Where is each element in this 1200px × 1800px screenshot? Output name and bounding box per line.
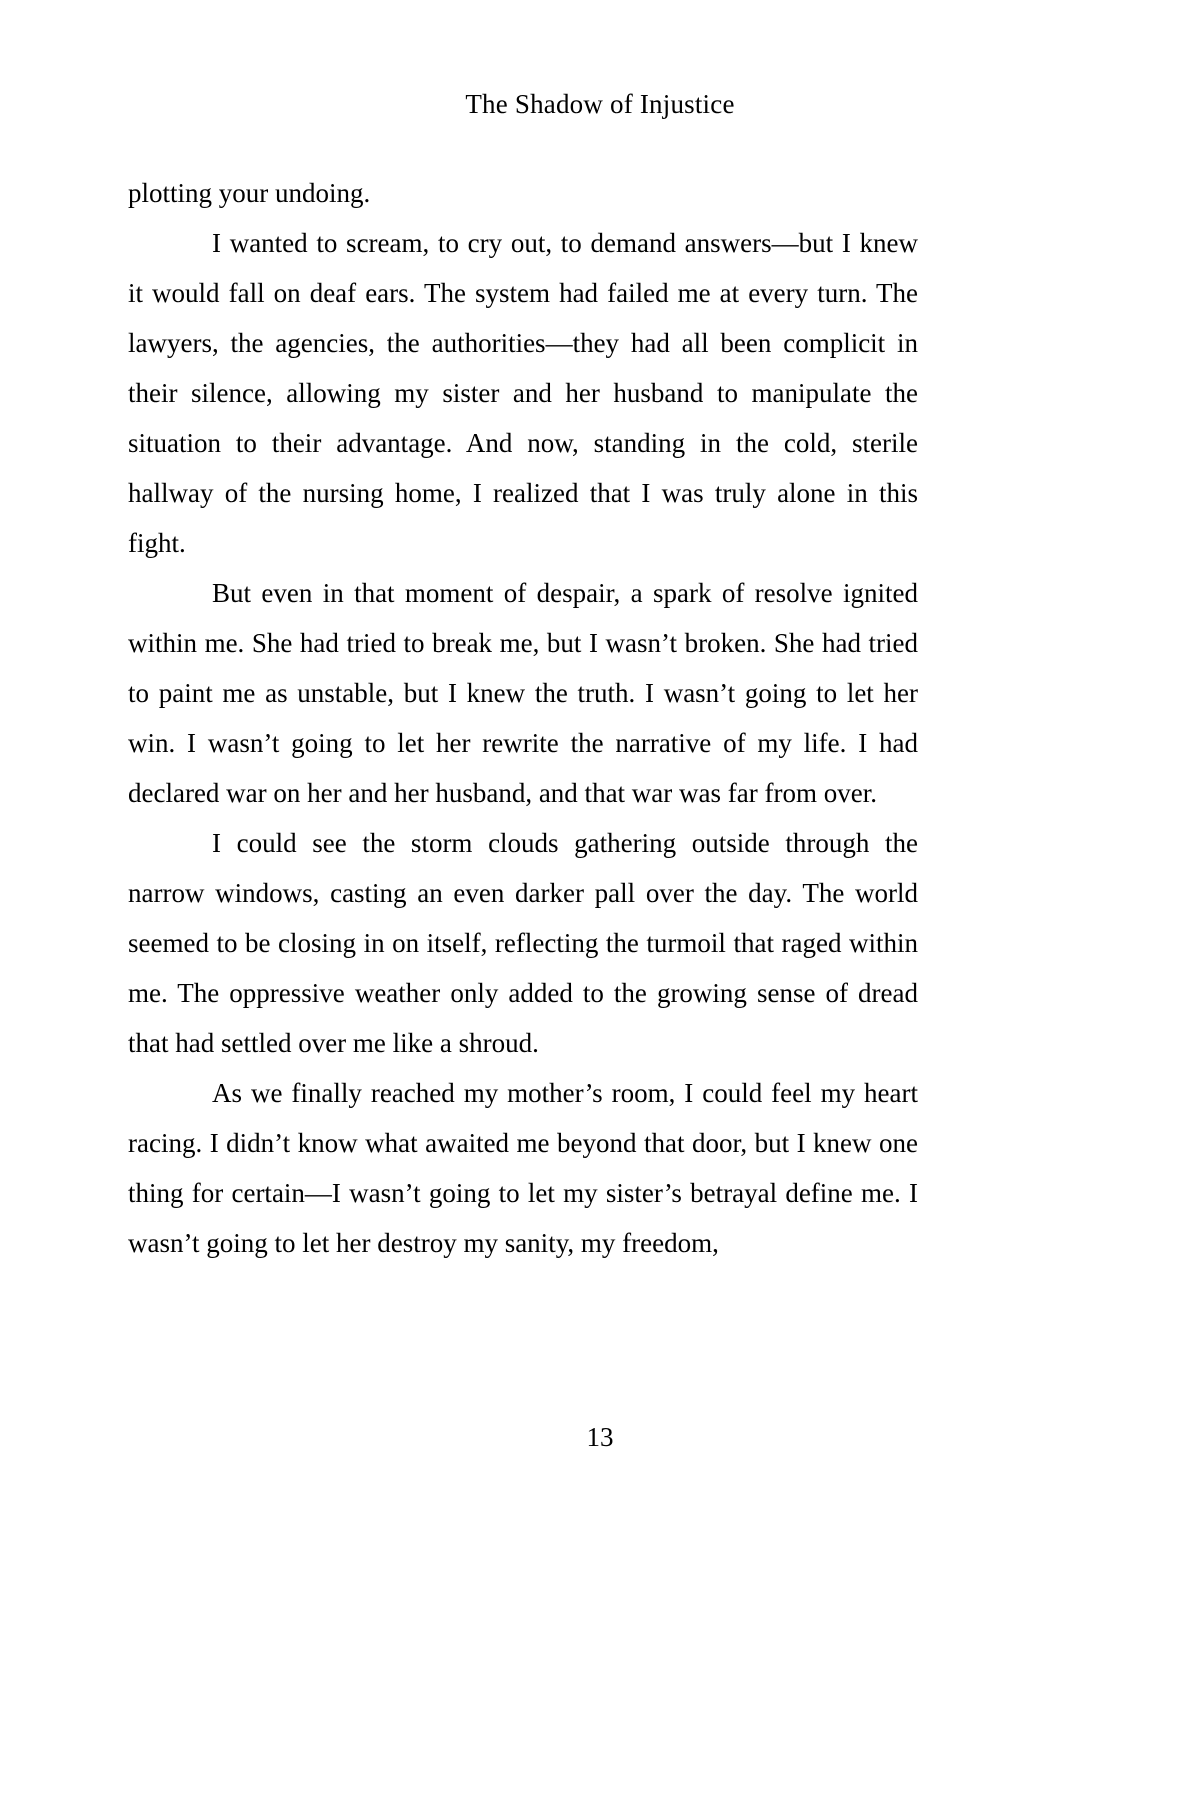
paragraph-mothers-room: As we finally reached my mother’s room, I could feel my heart racing. I didn’t know what awaited me beyond that door, but I knew one thing for certain—I wasn’t going to let my sister’s betrayal define me. I wasn’t going to let her destroy my sanity, my freedom, [128, 1078, 918, 1258]
page-number: 13 [586, 1422, 614, 1452]
paragraph-storm: I could see the storm clouds gathering outside through the narrow windows, casting an even darker pall over the day. The world seemed to be closing in on itself, reflecting the turmoil that raged within me. The oppressive weather only added to the growing sense of dread that had settled over me like a shroud. [128, 828, 918, 1058]
paragraph-continued: plotting your undoing. [128, 178, 371, 208]
body-text-block [128, 168, 918, 1268]
paragraph-resolve: But even in that moment of despair, a spark of resolve ignited within me. She had tried to break me, but I wasn’t broken. She had tried to paint me as unstable, but I knew the truth. I wasn’t going to let her win. I wasn’t going to let her rewrite the narrative of my life. I had declared war on her and her husband, and that war was far from over. [128, 578, 918, 808]
paragraph-scream: I wanted to scream, to cry out, to demand answers—but I knew it would fall on deaf ears. The system had failed me at every turn. The lawyers, the agencies, the authorities—they had all been complicit in their silence, allowing my sister and her husband to manipulate the situation to their advantage. And now, standing in the cold, sterile hallway of the nursing home, I realized that I was truly alone in this fight. [128, 228, 918, 558]
running-head: The Shadow of Injustice [465, 89, 735, 119]
